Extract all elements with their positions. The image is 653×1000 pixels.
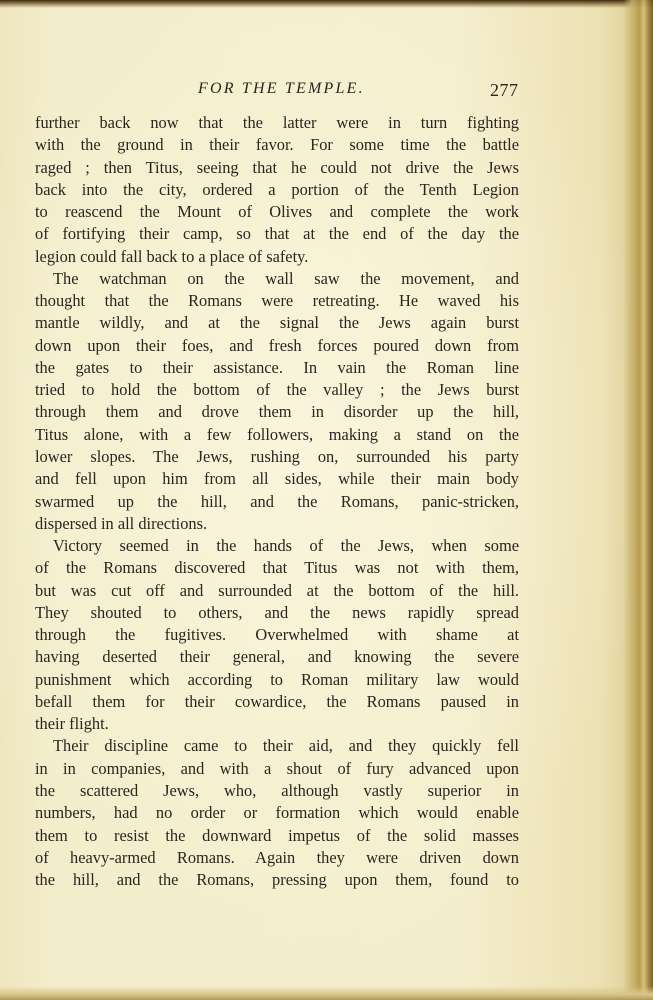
text-line: but was cut off and surrounded at the bottom of the hill. [35,580,519,600]
text-line: swarmed up the hill, and the Romans, panic-stricken, [35,491,519,511]
text-line: dispersed in all directions. [35,513,208,533]
text-line: raged ; then Titus, seeing that he could not drive the Jews [35,157,519,177]
text-line: back into the city, ordered a portion of the Tenth Legion [35,179,519,199]
running-title: FOR THE TEMPLE. [198,80,365,97]
text-line: and fell upon him from all sides, while their main body [35,469,519,489]
page-bottom-edge [0,986,653,1000]
text-line: lower slopes. The Jews, rushing on, surrounded his party [35,446,519,466]
text-line: thought that the Romans were retreating. He waved his [35,291,519,311]
text-line: with the ground in their favor. For some time the battle [35,135,519,155]
text-line: numbers, had no order or formation which would enable [35,803,519,823]
text-line: in in companies, and with a shout of fury advanced upon [35,758,519,778]
text-line: Victory seemed in the hands of the Jews, when some [53,536,519,556]
text-line: The watchman on the wall saw the movement, and [53,268,519,288]
text-line: legion could fall back to a place of safety. [35,246,309,266]
text-line: of fortifying their camp, so that at the end of the day the [35,224,519,244]
text-line: to reascend the Mount of Olives and complete the work [35,202,519,222]
text-line: punishment which according to Roman military law would [35,669,519,689]
text-line: They shouted to others, and the news rapidly spread [35,602,519,622]
text-line: mantle wildly, and at the signal the Jews again burst [35,313,519,333]
text-line: through the fugitives. Overwhelmed with shame at [35,625,519,645]
text-line: them to resist the downward impetus of the solid masses [35,825,519,845]
text-line: the hill, and the Romans, pressing upon them, found to [35,870,519,890]
page-gilt-edge [623,0,653,1000]
text-line: the gates to their assistance. In vain the Roman line [35,357,519,377]
text-line: their flight. [35,714,109,734]
text-line: the scattered Jews, who, although vastly superior in [35,780,519,800]
text-line: Titus alone, with a few followers, making a stand on the [35,424,519,444]
text-line: Their discipline came to their aid, and they quickly fell [53,736,519,756]
text-line: through them and drove them in disorder up the hill, [35,402,519,422]
text-line: of the Romans discovered that Titus was not with them, [35,558,519,578]
text-line: down upon their foes, and fresh forces poured down from [35,335,519,355]
running-head [0,80,653,104]
page-number: 277 [490,80,519,100]
text-line: having deserted their general, and knowing the severe [35,647,519,667]
text-line: befall them for their cowardice, the Romans paused in [35,691,519,711]
page-top-edge [0,0,653,8]
text-line: tried to hold the bottom of the valley ; the Jews burst [35,380,519,400]
text-line: of heavy-armed Romans. Again they were driven down [35,847,519,867]
body-text [35,112,519,891]
text-line: further back now that the latter were in turn fighting [35,113,519,132]
